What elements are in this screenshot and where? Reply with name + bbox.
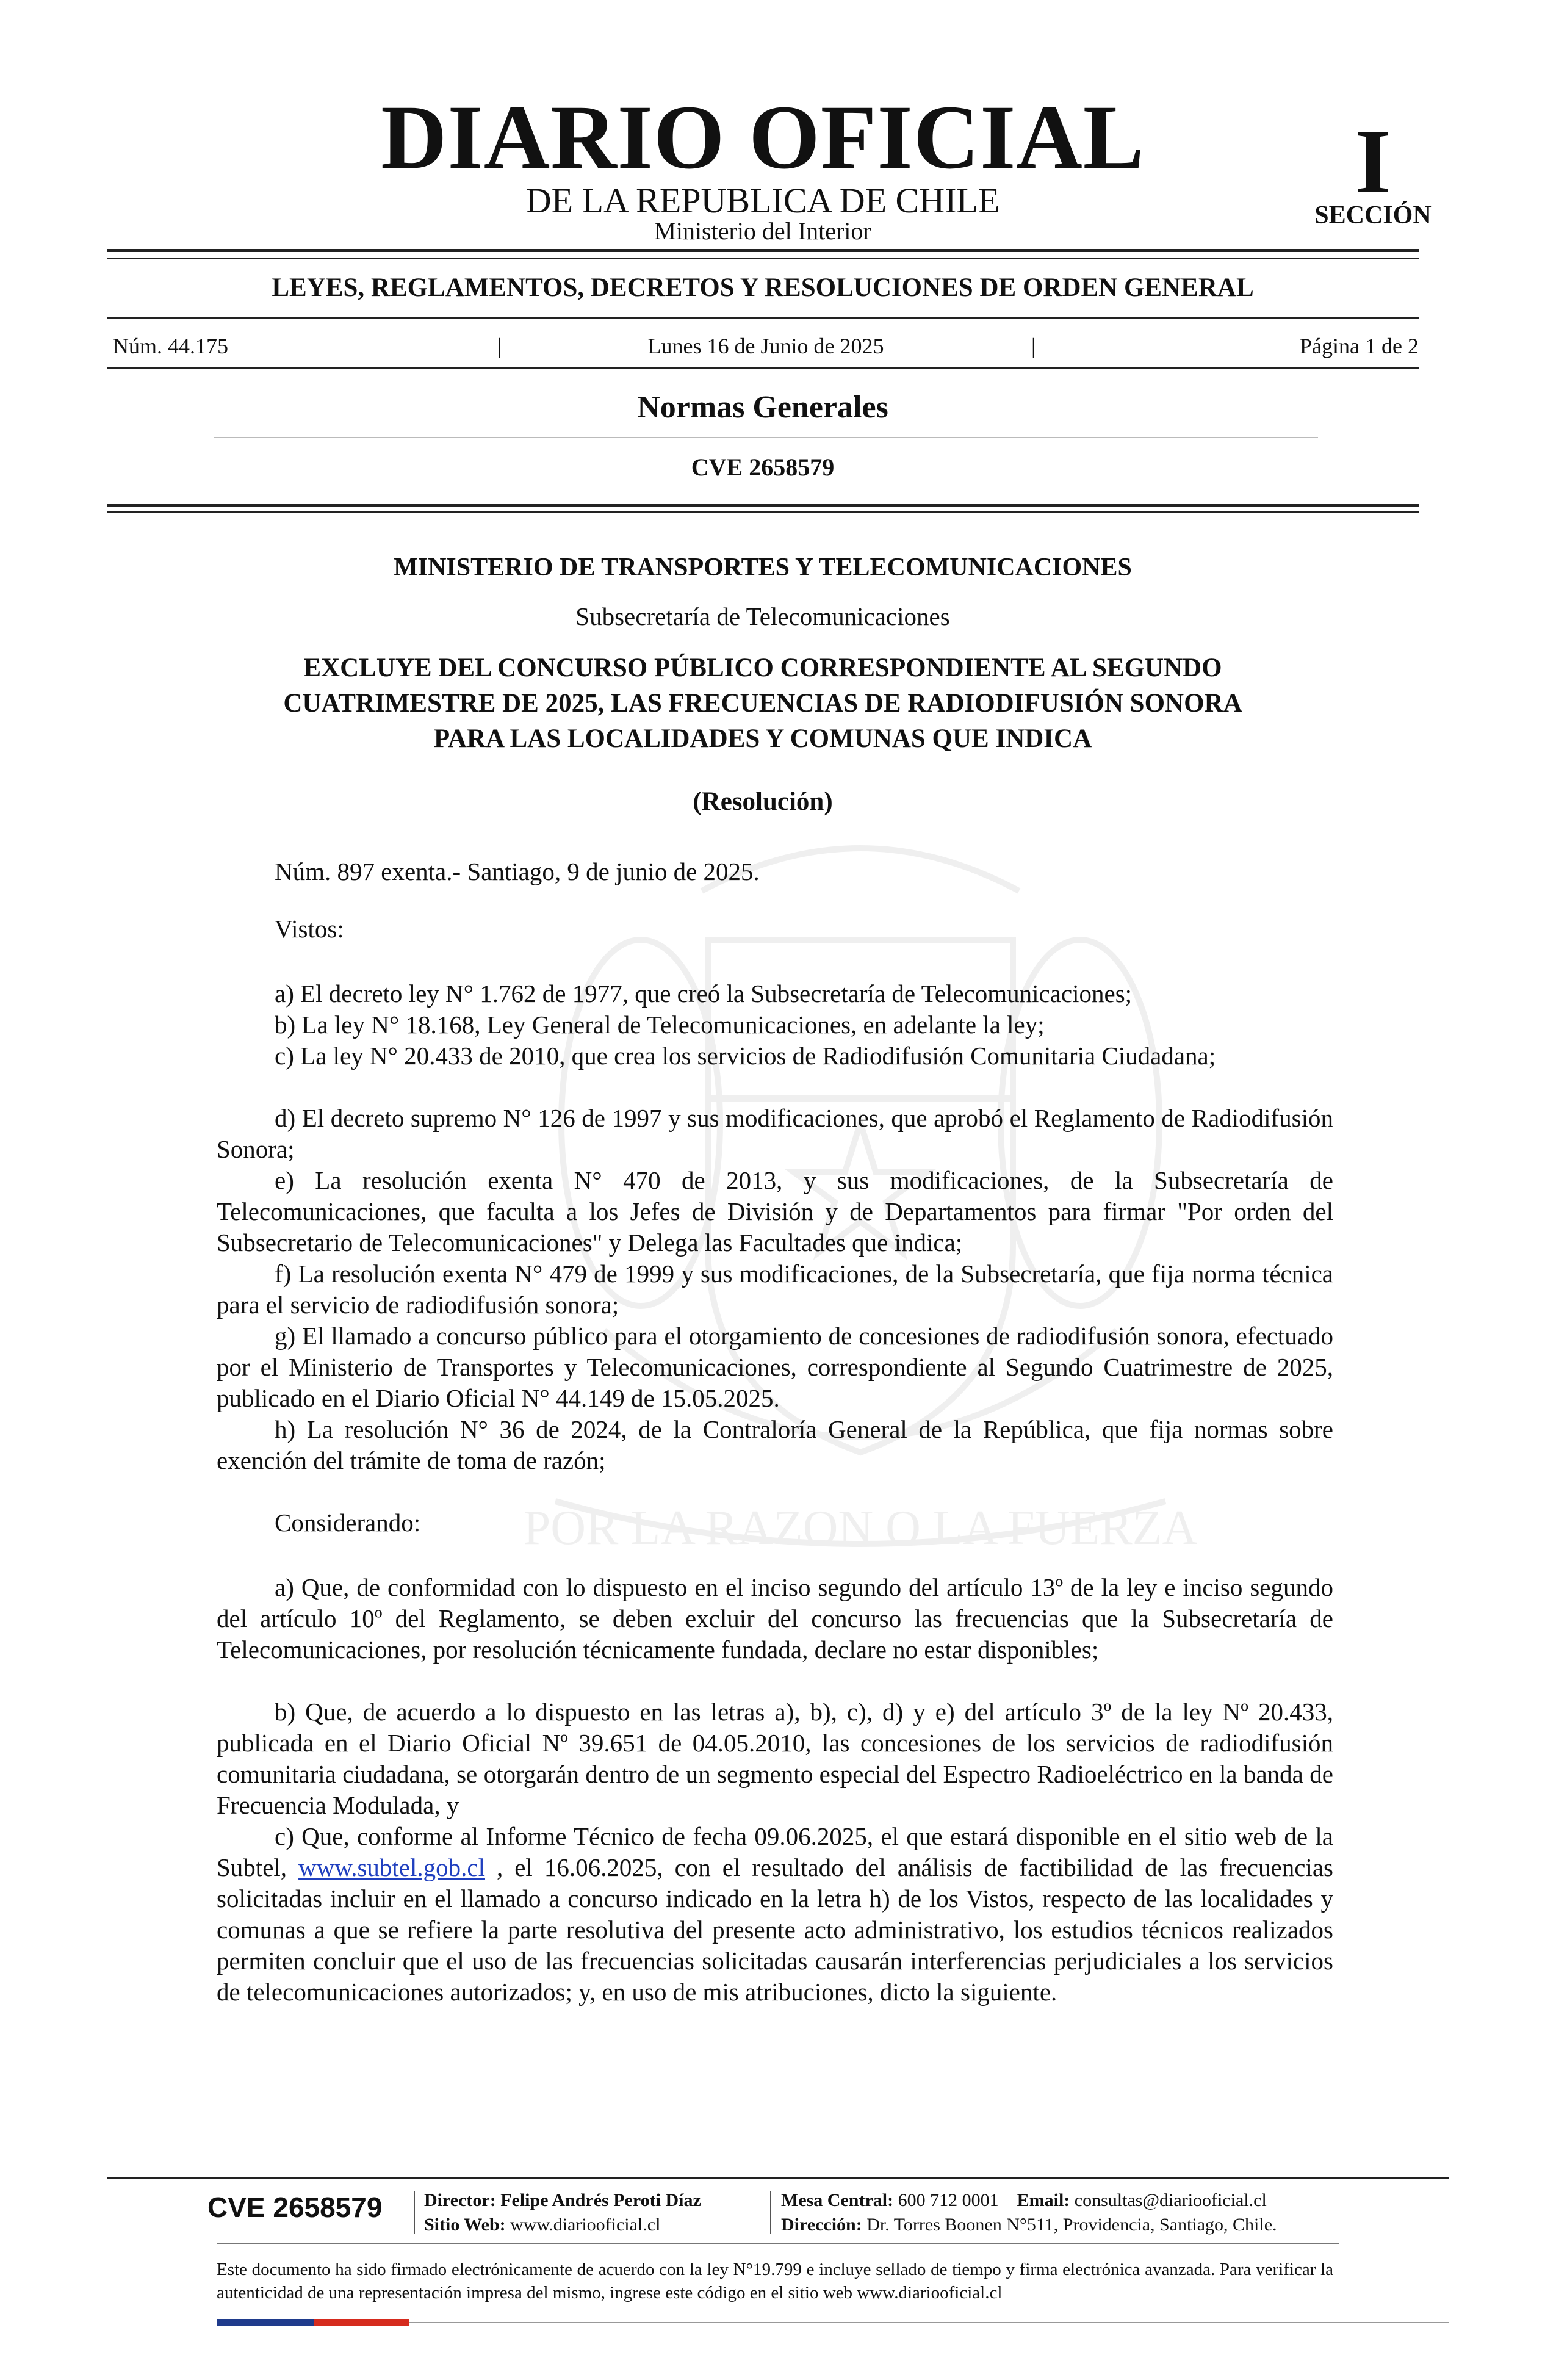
page-indicator: Página 1 de 2 [1300, 334, 1419, 358]
address-value: Dr. Torres Boonen N°511, Providencia, Santiago, Chile. [866, 2215, 1277, 2235]
flag-stripe-red [314, 2319, 409, 2326]
visto-item: b) La ley N° 18.168, Ley General de Telecomunicaciones, en adelante la ley; [275, 1011, 1045, 1039]
visto-item: h) La resolución N° 36 de 2024, de la Contraloría General de la República, que fija normas sobre exención del trámite de toma de razón; [217, 1415, 1333, 1474]
considerando-item [217, 1821, 1333, 2008]
band-divider [107, 317, 1419, 319]
visto-item: g) El llamado a concurso público para el otorgamiento de concesiones de radiodifusión sonora, efectuado por el Ministerio de Transportes y Telecomunicaciones, correspondiente al Segundo Cuatrimestre de 2025, publicado en el Diario Oficial N° 44.149 de 15.05.2025. [217, 1322, 1333, 1412]
phone-label: Mesa Central: [781, 2190, 894, 2210]
email-label: Email: [1017, 2190, 1070, 2210]
newspaper-subtitle: DE LA REPUBLICA DE CHILE [525, 181, 1000, 220]
ministry-name: MINISTERIO DE TRANSPORTES Y TELECOMUNICACIONES [394, 554, 1132, 582]
footer-legal-note: Este documento ha sido firmado electrónicamente de acuerdo con la ley N°19.799 e incluye sellado de tiempo y firma electrónica avanzada. Para verificar la autenticidad de una representación impresa del mismo, ingrese este código en el sitio web www.diariooficial.cl [217, 2260, 1333, 2302]
footer-contact-block [781, 2188, 1355, 2237]
footer-separator [414, 2191, 415, 2234]
watermark-motto: POR LA RAZON O LA FUERZA [523, 1501, 1198, 1555]
header-bottom-rule [107, 511, 1419, 513]
visto-item: a) El decreto ley N° 1.762 de 1977, que creó la Subsecretaría de Telecomunicaciones; [275, 979, 1133, 1008]
resolution-title [107, 651, 1419, 757]
resolution-label: (Resolución) [693, 787, 833, 816]
footer-note-rule [217, 2243, 1339, 2244]
issue-divider [107, 367, 1419, 369]
header-bottom-rule [107, 504, 1419, 507]
footer-director-block [424, 2188, 766, 2237]
visto-item: e) La resolución exenta N° 470 de 2013, y sus modificaciones, de la Subsecretaría de Telecomunicaciones, que faculta a los Jefes de División y de Departamentos para firmar "Por orden del Subsecretario de Telecomunicaciones" y Delega las Facultades que indica; [217, 1166, 1333, 1257]
issue-separator: | [1031, 334, 1036, 358]
footer-top-rule [107, 2177, 1449, 2179]
subsecretaria-name: Subsecretaría de Telecomunicaciones [575, 602, 950, 630]
footer-cve-code: CVE 2658579 [207, 2191, 383, 2223]
visto-item: d) El decreto supremo N° 126 de 1997 y sus modificaciones, que aprobó el Reglamento de Radiodifusión Sonora; [217, 1104, 1333, 1163]
masthead-divider-thick [107, 249, 1419, 252]
considerando-item: a) Que, de conformidad con lo dispuesto en el inciso segundo del artículo 13º de la ley e inciso segundo del artículo 10º del Reglamento, se deben excluir del concurso las frecuencias que la Subsecretaría de Telecomunicaciones, por resolución técnicamente fundada, declare no estar disponibles; [217, 1573, 1333, 1664]
section-label: SECCIÓN [1314, 201, 1432, 229]
section-band-title: LEYES, REGLAMENTOS, DECRETOS Y RESOLUCIONES DE ORDEN GENERAL [272, 273, 1254, 302]
director-label: Director: [424, 2190, 496, 2210]
footer-separator [770, 2191, 771, 2234]
footer-bottom-rule [409, 2322, 1449, 2323]
flag-stripe-blue [217, 2319, 314, 2326]
considerando-c-text: c) Que, conforme al Informe Técnico de fecha 09.06.2025, el que estará disponible en el sitio web de la Subtel, [217, 1822, 1333, 1881]
resolution-title-line: CUATRIMESTRE DE 2025, LAS FRECUENCIAS DE RADIODIFUSIÓN SONORA [283, 689, 1242, 718]
address-label: Dirección: [781, 2215, 862, 2235]
issue-date: Lunes 16 de Junio de 2025 [647, 334, 884, 358]
website-label: Sitio Web: [424, 2215, 506, 2235]
issue-number: Núm. 44.175 [113, 334, 228, 358]
issue-separator: | [497, 334, 502, 358]
email-value: consultas@diariooficial.cl [1074, 2190, 1267, 2210]
norm-category-title: Normas Generales [637, 390, 888, 425]
vistos-heading: Vistos: [275, 915, 344, 943]
website-value: www.diariooficial.cl [510, 2215, 661, 2235]
considerando-heading: Considerando: [275, 1509, 421, 1537]
visto-item: f) La resolución exenta N° 479 de 1999 y sus modificaciones, de la Subsecretaría, que fija norma técnica para el servicio de radiodifusión sonora; [217, 1260, 1333, 1319]
phone-value: 600 712 0001 [898, 2190, 999, 2210]
resolution-title-line: PARA LAS LOCALIDADES Y COMUNAS QUE INDICA [433, 724, 1092, 753]
resolution-title-line: EXCLUYE DEL CONCURSO PÚBLICO CORRESPONDIENTE AL SEGUNDO [303, 654, 1222, 682]
resolution-number-line: Núm. 897 exenta.- Santiago, 9 de junio de 2025. [275, 857, 760, 885]
director-name: Felipe Andrés Peroti Díaz [500, 2190, 701, 2210]
section-number: I [1355, 111, 1391, 212]
considerando-c-text: , el 16.06.2025, con el resultado del análisis de factibilidad de las frecuencias solicitadas incluir en el llamado a concurso indicado en la letra h) de los Vistos, respecto de las localidades y comunas a que se refiere la parte resolutiva del presente acto administrativo, los estudios técnicos realizados permiten concluir que el uso de las frecuencias solicitadas causarán interferencias perjudiciales a los servicios de telecomunicaciones autorizados; y, en uso de mis atribuciones, dicto la siguiente. [217, 1853, 1333, 2006]
masthead-divider-thin [107, 258, 1419, 259]
newspaper-ministry: Ministerio del Interior [654, 217, 871, 245]
newspaper-title: DIARIO OFICIAL [381, 87, 1145, 188]
visto-item: c) La ley N° 20.433 de 2010, que crea los servicios de Radiodifusión Comunitaria Ciudadana; [275, 1042, 1216, 1070]
issue-info-row [113, 333, 1419, 359]
considerando-item: b) Que, de acuerdo a lo dispuesto en las letras a), b), c), d) y e) del artículo 3º de la ley Nº 20.433, publicada en el Diario Oficial Nº 39.651 de 04.05.2010, las concesiones de los servicios de radiodifusión comunitaria ciudadana, se otorgarán dentro de un segmento especial del Espectro Radioeléctrico en la banda de Frecuencia Modulada, y [217, 1698, 1333, 1819]
norm-divider [214, 437, 1318, 438]
cve-code: CVE 2658579 [691, 453, 835, 481]
subtel-website-link[interactable]: www.subtel.gob.cl [298, 1853, 485, 1881]
